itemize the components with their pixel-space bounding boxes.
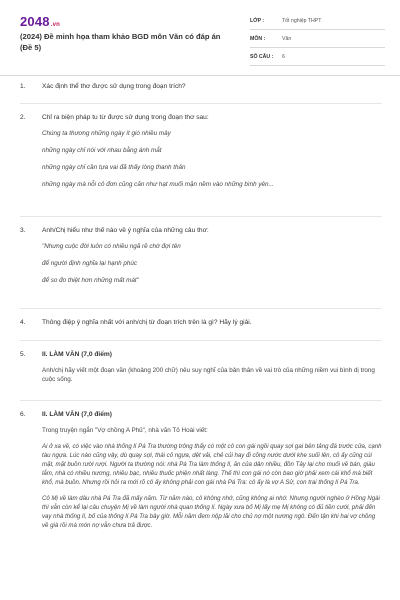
question-text: II. LÀM VĂN (7,0 điểm) xyxy=(42,411,112,418)
meta-value: Văn xyxy=(282,35,292,42)
document-header xyxy=(0,0,400,76)
divider xyxy=(20,308,382,309)
question-text: Chỉ ra biện pháp tu từ được sử dụng trong đoạn thơ sau: xyxy=(42,114,209,121)
verse-line: Chúng ta thương những ngày ít gió nhiều mây xyxy=(42,130,171,137)
logo-main-text: 2048 xyxy=(20,14,50,29)
verse-line: để người định nghĩa lại hạnh phúc xyxy=(42,260,137,267)
question-4 xyxy=(0,318,400,327)
meta-table xyxy=(250,12,385,66)
divider xyxy=(20,340,382,341)
quoted-excerpt: Ai ở xa về, có việc vào nhà thống lí Pá Tra thường trông thấy có một cô con gái ngồi quay sợi gai bên tảng đá trước cửa, cạnh tàu ngựa. Lúc nào cũng vậy, dù quay sợi, thái cỏ ngựa, dệt vải, chẻ củi hay đi cõng nước dưới khe suối lên, cô ấy cũng cúi mặt, mặt buồn rười rượi. Người ta thường nói: nhà Pá Tra làm thống lí, ăn của dân nhiều, đồn Tây lại cho muối về bán, giàu lắm, nhà có nhiều nương, nhiều bạc, nhiều thuốc phiện nhất làng. Thế thì con gái nó còn bao giờ phải xem cái khổ mà biết khổ, mà buồn. Nhưng rồi hỏi ra mới rõ cô ấy không phải con gái nhà Pá Tra: cô ấy là vợ A Sử, con trai thống lí Pá Tra. xyxy=(42,443,382,486)
question-1 xyxy=(0,82,400,91)
meta-row-count xyxy=(250,48,385,66)
question-text: Thông điệp ý nghĩa nhất với anh/chị từ đoạn trích trên là gì? Hãy lý giải. xyxy=(42,319,252,326)
question-number: 3. xyxy=(20,227,26,234)
question-5 xyxy=(0,350,400,384)
question-text: II. LÀM VĂN (7,0 điểm) xyxy=(42,351,112,358)
meta-row-class xyxy=(250,12,385,30)
verse-line: những ngày chỉ nói với nhau bằng ánh mắt xyxy=(42,147,162,154)
site-logo[interactable] xyxy=(20,14,60,29)
divider xyxy=(20,103,382,104)
question-text: Anh/Chị hiểu như thế nào về ý nghĩa của những câu thơ: xyxy=(42,227,209,234)
question-2 xyxy=(0,113,400,189)
question-number: 1. xyxy=(20,83,26,90)
page-title: (2024) Đề minh họa tham khảo BGD môn Văn có đáp án (Đề 5) xyxy=(20,32,221,52)
question-paragraph: Anh/chị hãy viết một đoạn văn (khoảng 200 chữ) nêu suy nghĩ của bản thân về vai trò của những niềm vui bình dị trong cuộc sống. xyxy=(42,367,375,383)
verse-line: những ngày mà nỗi cô đơn cũng căn như hạt muối mặn nềm vào những bình yên... xyxy=(42,181,274,188)
divider xyxy=(20,216,382,217)
logo-tld-text: .vn xyxy=(50,22,61,28)
question-number: 4. xyxy=(20,319,26,326)
question-number: 6. xyxy=(20,411,26,418)
verse-line: để so đo thiệt hơn những mất mát" xyxy=(42,277,139,284)
verse-line: "Nhưng cuộc đời luôn có nhiều ngã rẽ chờ đợi tên xyxy=(42,243,181,250)
question-number: 5. xyxy=(20,351,26,358)
quoted-excerpt: Cô Mị về làm dâu nhà Pá Tra đã mấy năm. Từ năm nào, cô không nhớ, cũng không ai nhớ. Nhưng người nghèo ở Hồng Ngài thì vẫn còn kể lại câu chuyện Mị về làm người nhà quan thống lí. Ngày xưa bố Mị lấy mẹ Mị không có đủ tiền cưới, phải đến vay nhà thống lí, bố của thống lí Pá Tra bây giờ. Mỗi năm đem nộp lãi cho chủ nợ một nương ngô. Đến tận khi hai vợ chồng về già rồi mà món nợ vẫn chưa trả được. xyxy=(42,495,380,529)
meta-value: Tốt nghiệp THPT xyxy=(282,17,322,24)
question-6 xyxy=(0,410,400,530)
verse-line: những ngày chỉ cần tựa vai đã thấy lòng thanh thản xyxy=(42,164,186,171)
meta-label: SỐ CÂU : xyxy=(250,53,274,60)
meta-label: LỚP : xyxy=(250,17,265,24)
question-number: 2. xyxy=(20,114,26,121)
meta-row-subject xyxy=(250,30,385,48)
question-3 xyxy=(0,226,400,285)
meta-label: MÔN : xyxy=(250,35,266,42)
question-paragraph: Trong truyện ngắn "Vợ chồng A Phủ", nhà văn Tô Hoài viết: xyxy=(42,427,208,434)
meta-value: 6 xyxy=(282,53,285,60)
divider xyxy=(20,400,382,401)
question-text: Xác định thể thơ được sử dụng trong đoạn trích? xyxy=(42,83,186,90)
